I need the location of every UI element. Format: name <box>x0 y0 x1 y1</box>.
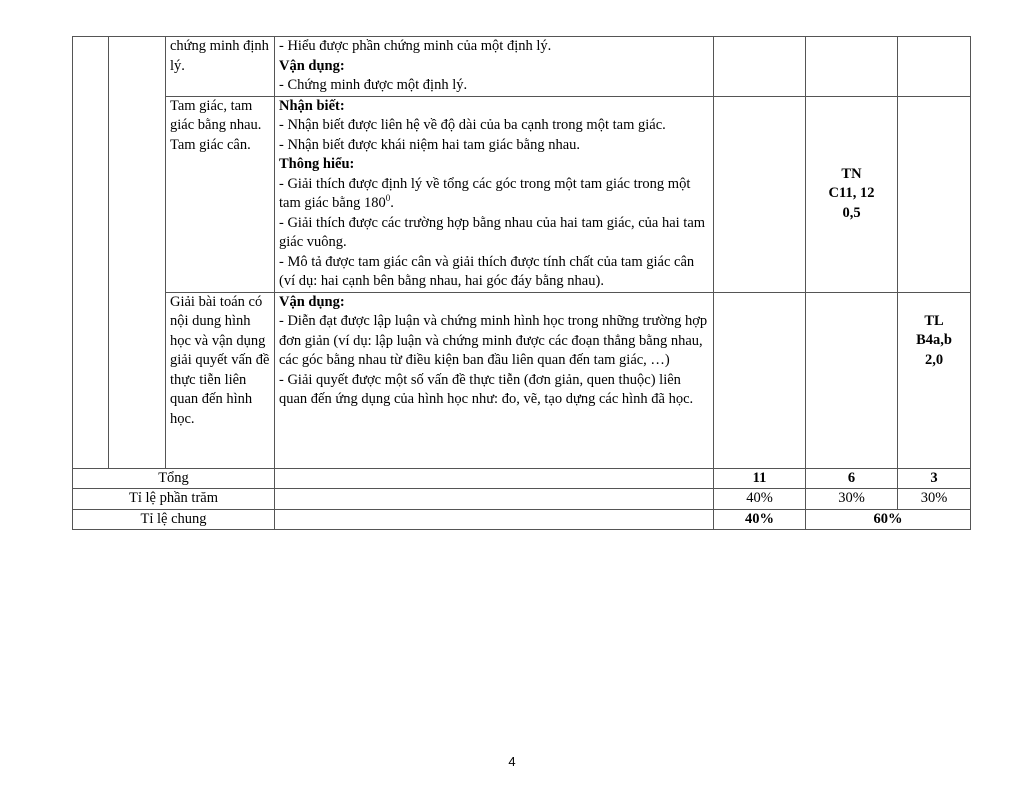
empty-cell <box>109 37 166 469</box>
table-row <box>73 292 971 468</box>
criteria-heading: Vận dụng: <box>279 293 345 310</box>
overall-value: 60% <box>806 509 971 530</box>
mark-points: 2,0 <box>924 351 944 368</box>
criteria-line: - Hiểu được phần chứng minh của một định lý. <box>279 38 552 54</box>
criteria-heading: Nhận biết: <box>279 97 345 114</box>
criteria-heading: Thông hiểu: <box>279 156 355 172</box>
total-value: 6 <box>806 468 898 489</box>
percent-value: 30% <box>898 489 971 510</box>
mark-points: 0,5 <box>842 204 861 221</box>
criteria-heading: Vận dụng: <box>279 57 345 74</box>
topic-cell: Giải bài toán có nội dung hình học và vận dụng giải quyết vấn đề thực tiễn liên quan đến hình học. <box>166 292 275 468</box>
criteria-line: - Giải thích được các trường hợp bằng nhau của hai tam giác, của hai tam giác vuông. <box>279 214 706 250</box>
criteria-line: - Giải quyết được một số vấn đề thực tiễn (đơn giản, quen thuộc) liên quan đến ứng dụng của hình học như: đo, vẽ, tạo dựng các hình đã học. <box>279 371 694 407</box>
total-row <box>73 468 971 489</box>
mark-questions: B4a,b <box>916 332 952 348</box>
table-row <box>73 37 971 97</box>
total-value: 11 <box>714 468 806 489</box>
mark-cell <box>714 37 806 97</box>
percent-row <box>73 489 971 510</box>
percent-value: 30% <box>806 489 898 510</box>
mark-cell-tl <box>898 292 971 468</box>
overall-value: 40% <box>714 509 806 530</box>
percent-value: 40% <box>714 489 806 510</box>
overall-row <box>73 509 971 530</box>
mark-cell <box>806 37 898 97</box>
percent-label: Tỉ lệ phần trăm <box>73 489 275 510</box>
mark-questions: C11, 12 <box>828 185 875 202</box>
superscript: 0 <box>385 193 391 204</box>
empty-cell <box>73 37 109 469</box>
mark-cell-tn <box>806 96 898 292</box>
page-number: 4 <box>508 754 516 769</box>
criteria-line: - Chứng minh được một định lý. <box>279 77 468 93</box>
criteria-line: - Diễn đạt được lập luận và chứng minh hình học trong những trường hợp đơn giản (ví dụ: lập luận và chứng minh được các đoạn thẳng bằng nhau, các góc bằng nhau từ điều kiện ban đầu liên quan đến tam giác, …) <box>279 313 708 368</box>
criteria-text: . <box>390 195 394 211</box>
mark-cell <box>898 96 971 292</box>
empty-cell <box>275 509 714 530</box>
criteria-cell <box>275 292 714 468</box>
overall-label: Tỉ lệ chung <box>73 509 275 530</box>
table-row <box>73 96 971 292</box>
mark-cell <box>898 37 971 97</box>
mark-cell <box>714 96 806 292</box>
total-value: 3 <box>898 468 971 489</box>
criteria-text: - Giải thích được định lý về tổng các góc trong một tam giác trong một tam giác bằng 180 <box>279 175 691 211</box>
empty-cell <box>275 468 714 489</box>
criteria-line: - Nhận biết được khái niệm hai tam giác bằng nhau. <box>279 136 581 153</box>
mark-type: TL <box>924 312 944 329</box>
criteria-line <box>279 175 709 214</box>
mark-type: TN <box>841 165 862 182</box>
total-label: Tổng <box>73 468 275 489</box>
empty-cell <box>275 489 714 510</box>
criteria-cell <box>275 96 714 292</box>
topic-cell: Tam giác, tam giác bằng nhau. Tam giác cân. <box>166 96 275 292</box>
topic-cell: chứng minh định lý. <box>166 37 275 97</box>
criteria-line: - Mô tả được tam giác cân và giải thích được tính chất của tam giác cân (ví dụ: hai cạnh bên bằng nhau, hai góc đáy bằng nhau). <box>279 253 695 289</box>
mark-cell <box>806 292 898 468</box>
criteria-cell <box>275 37 714 97</box>
assessment-matrix-table <box>72 36 971 530</box>
criteria-line: - Nhận biết được liên hệ về độ dài của ba cạnh trong một tam giác. <box>279 117 666 133</box>
mark-cell <box>714 292 806 468</box>
